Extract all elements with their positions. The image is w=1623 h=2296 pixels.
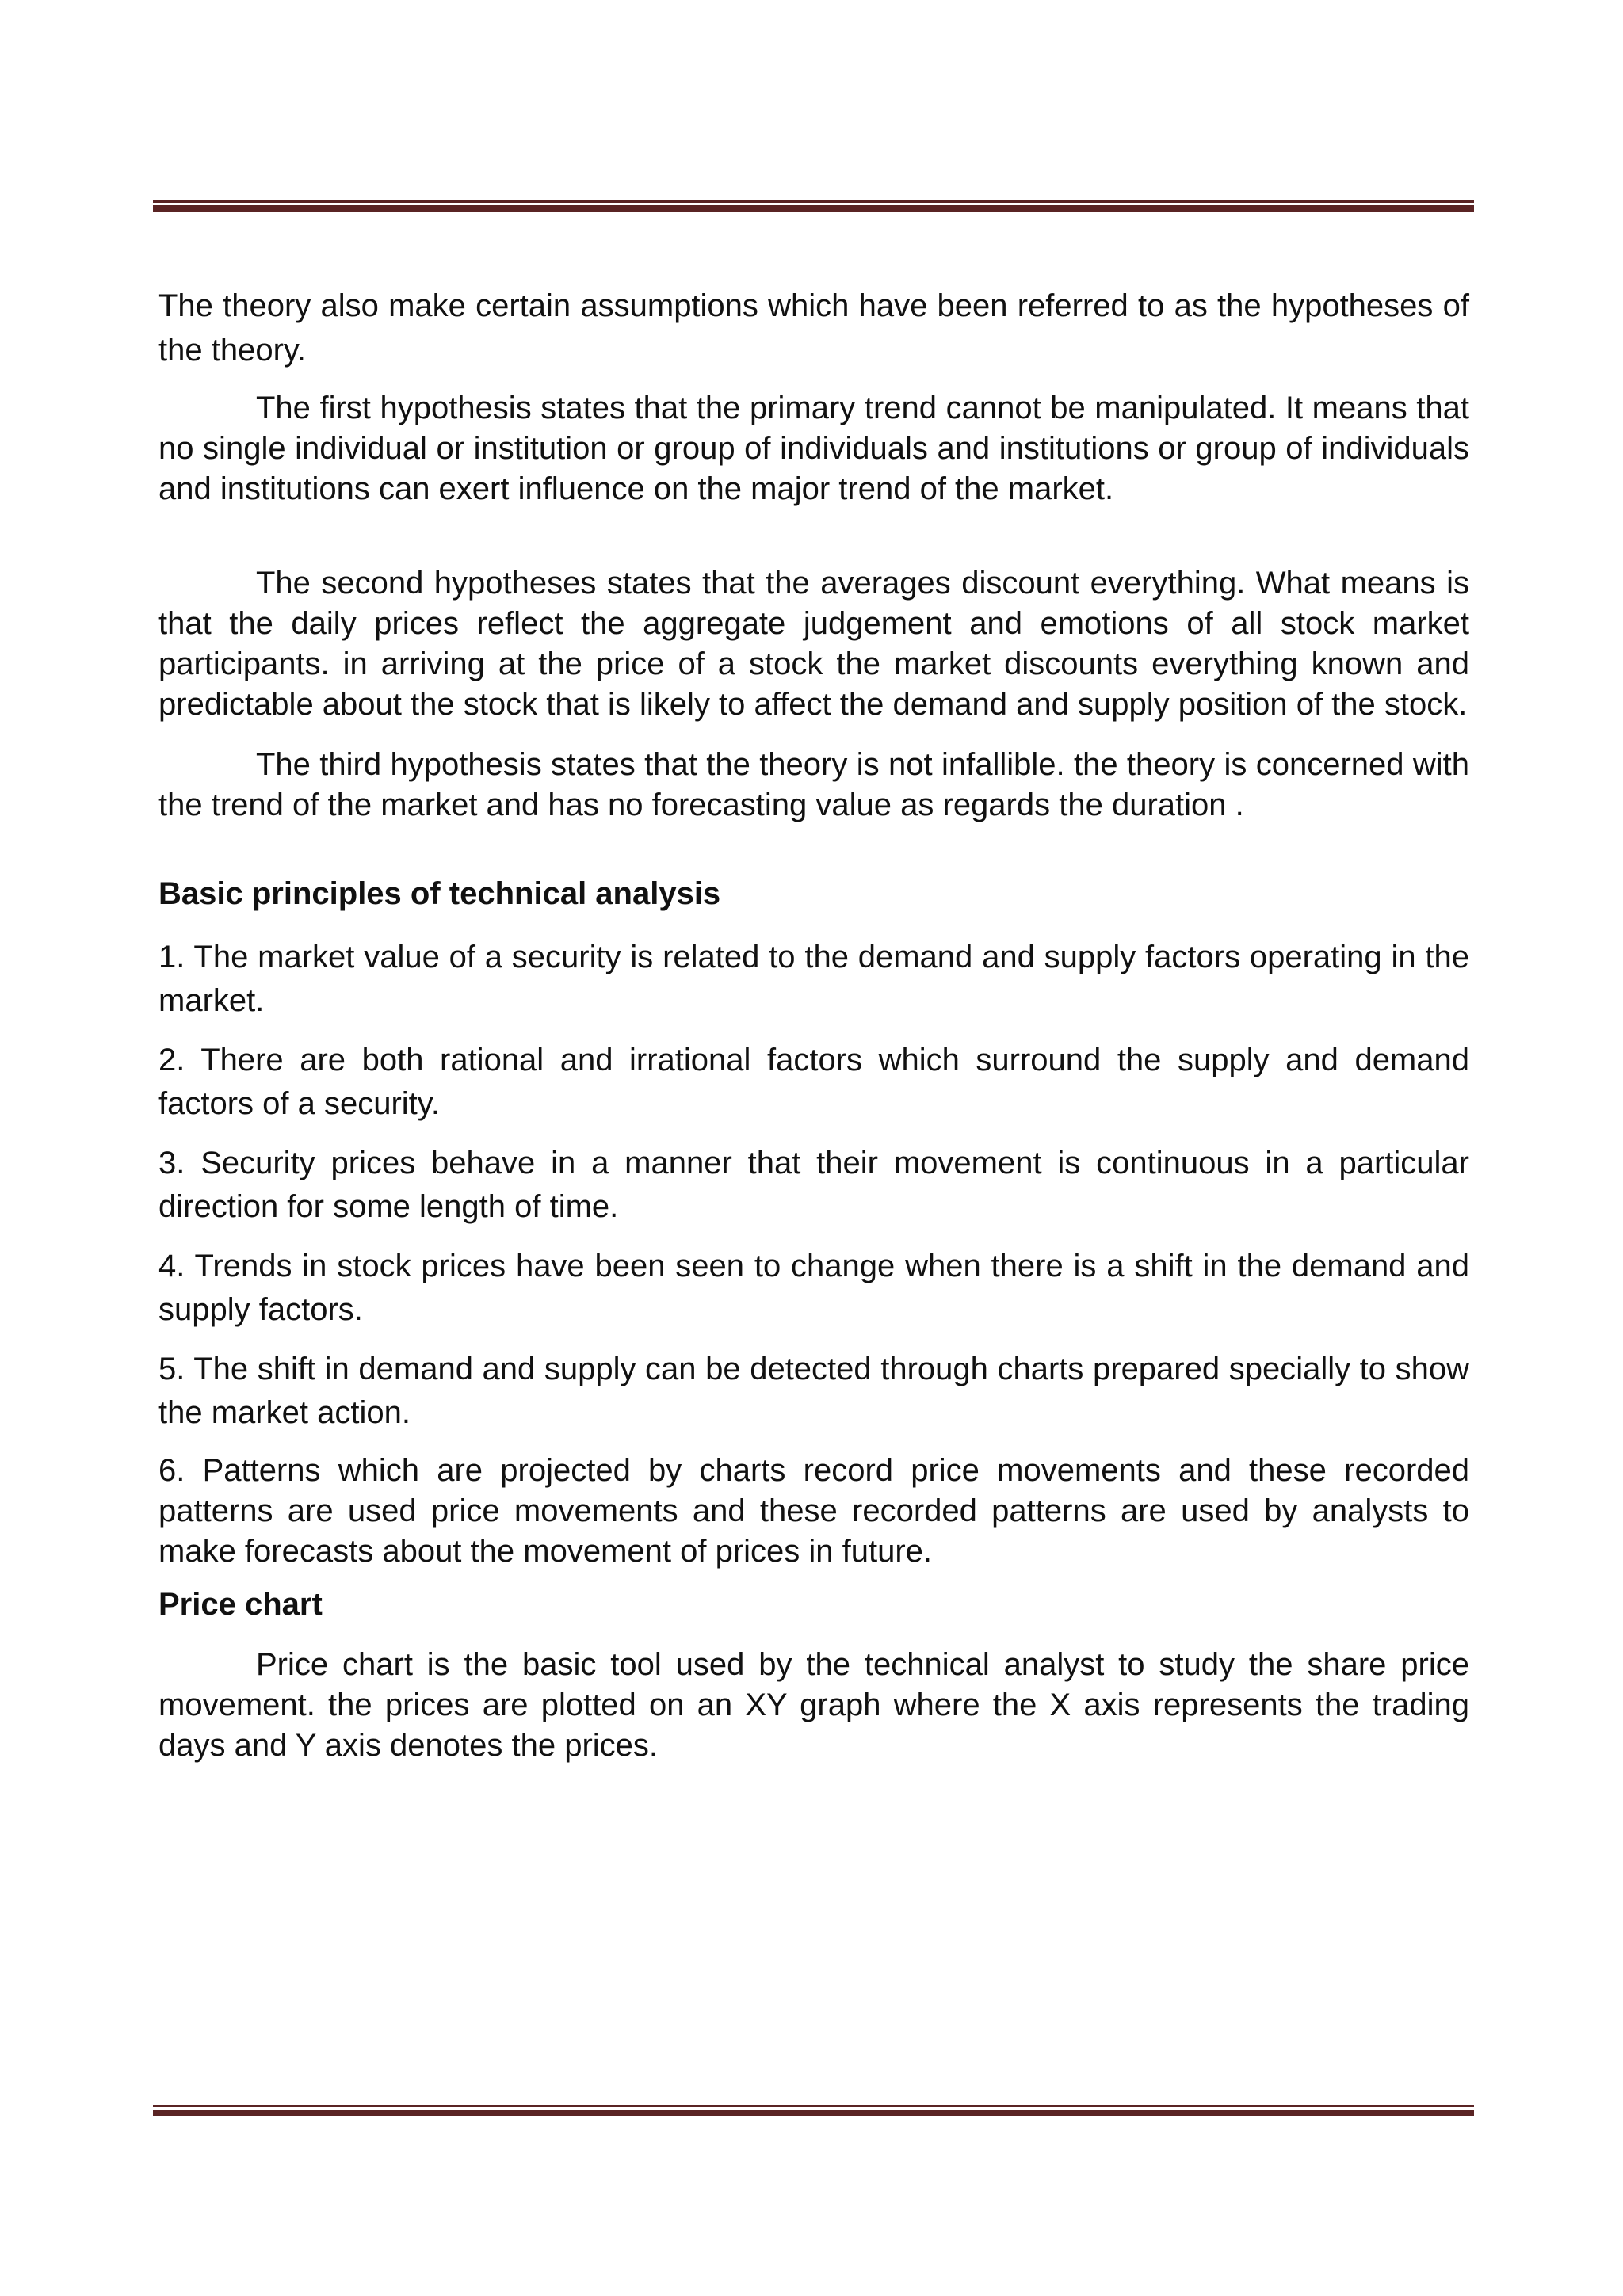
hypothesis-paragraph-1: The first hypothesis states that the primary trend cannot be manipulated. It means that no single individual or institution or group of individuals and institutions or group of individuals and institutions can exert influence on the major trend of the market. (158, 391, 1469, 506)
list-item: 4. Trends in stock prices have been seen to change when there is a shift in the demand and supply factors. (158, 1249, 1469, 1327)
list-item: 3. Security prices behave in a manner that their movement is continuous in a particular direction for some length of time. (158, 1146, 1469, 1224)
intro-paragraph: The theory also make certain assumptions which have been referred to as the hypotheses of the theory. (158, 288, 1469, 368)
price-chart-heading: Price chart (158, 1587, 323, 1622)
list-item: 6. Patterns which are projected by charts record price movements and these recorded patterns are used price movements and these recorded patterns are used by analysts to make forecasts about the movement of prices in future. (158, 1453, 1469, 1569)
list-item: 5. The shift in demand and supply can be detected through charts prepared specially to show the market action. (158, 1352, 1469, 1430)
header-rule (153, 200, 1474, 212)
hypothesis-paragraph-3: The third hypothesis states that the theory is not infallible. the theory is concerned with the trend of the market and has no forecasting value as regards the duration . (158, 747, 1469, 822)
footer-rule (153, 2105, 1474, 2116)
page-body (158, 284, 1469, 1766)
principles-list (158, 936, 1469, 1572)
list-item: 2. There are both rational and irrational factors which surround the supply and demand factors of a security. (158, 1043, 1469, 1121)
list-item: 1. The market value of a security is related to the demand and supply factors operating in the market. (158, 940, 1469, 1018)
price-chart-paragraph: Price chart is the basic tool used by the technical analyst to study the share price movement. the prices are plotted on an XY graph where the X axis represents the trading days and Y axis denotes the prices. (158, 1647, 1469, 1763)
hypothesis-paragraph-2: The second hypotheses states that the averages discount everything. What means is that the daily prices reflect the aggregate judgement and emotions of all stock market participants. in arriving at the price of a stock the market discounts everything known and predictable about the stock that is likely to affect the demand and supply position of the stock. (158, 566, 1469, 722)
principles-heading: Basic principles of technical analysis (158, 876, 721, 911)
